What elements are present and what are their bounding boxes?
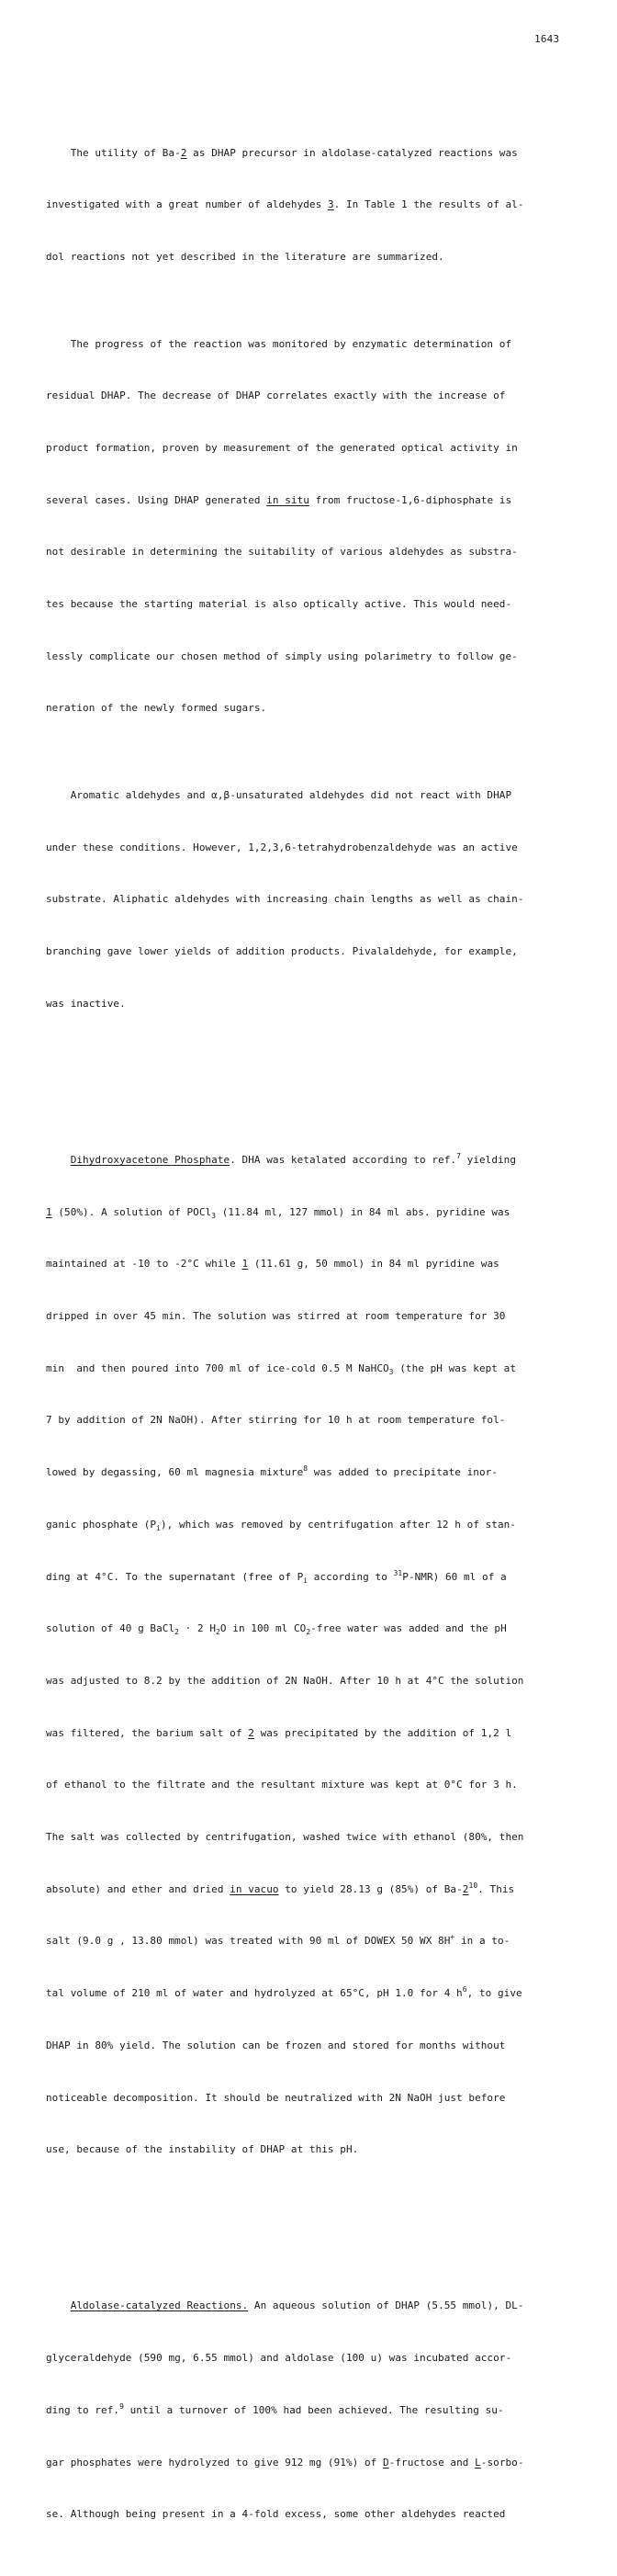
text: ganic phosphate (P <box>46 1518 157 1531</box>
s1-line-2 <box>46 1204 578 1222</box>
reference-superscript: 9 <box>119 2401 124 2411</box>
s1-line-14: The salt was collected by centrifugation, washed twice with ethanol (80%, then <box>46 1831 524 1844</box>
p2-line-4 <box>46 492 578 510</box>
text: solution of 40 g BaCl <box>46 1622 175 1635</box>
compound-ref: 1 <box>241 1258 249 1271</box>
subscript: i <box>303 1576 308 1585</box>
text: . This <box>477 1882 515 1895</box>
s2-line-1 <box>46 2298 578 2315</box>
text: ding to ref. <box>46 2403 120 2416</box>
text: as DHAP precursor in aldolase-catalyzed reactions was <box>186 146 518 159</box>
text: maintained at -10 to -2°C while <box>46 1258 242 1271</box>
p1-line-2 <box>46 197 578 214</box>
s1-line-4: dripped in over 45 min. The solution was stirred at room temperature for 30 <box>46 1310 506 1323</box>
p2-line-1 <box>46 336 578 354</box>
s1-line-1 <box>46 1152 578 1169</box>
stereo-prefix: L <box>475 2456 481 2469</box>
text: An aqueous solution of DHAP (5.55 mmol), DL- <box>248 2299 524 2312</box>
p3-line-4: branching gave lower yields of addition products. Pivalaldehyde, for example, <box>46 945 518 958</box>
isotope-superscript: 31 <box>393 1568 403 1577</box>
text: salt (9.0 g , 13.80 mmol) was treated with 90 ml of DOWEX 50 WX 8H <box>46 1935 451 1948</box>
text: -sorbo- <box>480 2456 524 2469</box>
section-gap <box>46 1065 578 1082</box>
p3-line-3: substrate. Aliphatic aldehydes with increasing chain lengths as well as chain- <box>46 893 524 906</box>
text: investigated with a great number of aldehydes <box>46 198 328 211</box>
text: (11.61 g, 50 mmol) in 84 ml pyridine was <box>248 1258 499 1271</box>
s1-line-12 <box>46 1725 578 1743</box>
p2-line-7: lessly complicate our chosen method of simply using polarimetry to follow ge- <box>46 650 518 662</box>
text: tal volume of 210 ml of water and hydrolyzed at 65°C, pH 1.0 for 4 h <box>46 1987 463 2000</box>
compound-ref: 2 <box>248 1726 254 1739</box>
p2-line-8: neration of the newly formed sugars. <box>46 702 267 715</box>
text: ), which was removed by centrifugation after 12 h of stan- <box>160 1518 516 1531</box>
text: , to give <box>466 1987 522 2000</box>
text: (11.84 ml, 127 mmol) in 84 ml abs. pyridine was <box>216 1205 510 1218</box>
s1-line-10 <box>46 1621 578 1638</box>
section-gap <box>46 2211 578 2229</box>
subscript: 2 <box>306 1628 311 1637</box>
text: several cases. Using DHAP generated <box>46 493 267 506</box>
subscript: 3 <box>388 1367 394 1376</box>
s1-line-3 <box>46 1256 578 1273</box>
subscript: 2 <box>216 1628 220 1637</box>
s1-line-6: 7 by addition of 2N NaOH). After stirring for 10 h at room temperature fol- <box>46 1414 506 1427</box>
compound-ref: 2 <box>462 1882 469 1895</box>
text: P-NMR) 60 ml of a <box>402 1570 507 1583</box>
s1-line-11: was adjusted to 8.2 by the addition of 2N NaOH. After 10 h at 4°C the solution <box>46 1674 524 1687</box>
s1-line-5 <box>46 1361 578 1378</box>
reference-superscript: 6 <box>462 1985 467 1994</box>
text: to yield 28.13 g (85%) of Ba- <box>278 1882 463 1895</box>
s1-line-13: of ethanol to the filtrate and the resultant mixture was kept at 0°C for 3 h. <box>46 1779 518 1791</box>
p1-line-3: dol reactions not yet described in the literature are summarized. <box>46 251 444 264</box>
text: lowed by degassing, 60 ml magnesia mixture <box>46 1466 304 1479</box>
text: until a turnover of 100% had been achieved. The resulting su- <box>123 2403 504 2416</box>
section-heading: Aldolase-catalyzed Reactions. <box>70 2299 249 2312</box>
reference-superscript: 10 <box>468 1881 478 1890</box>
text: -free water was added and the pH <box>310 1622 507 1635</box>
text: in a to- <box>454 1935 510 1948</box>
text: O in 100 ml CO <box>219 1622 307 1635</box>
p1-line-1 <box>46 145 578 163</box>
s1-line-18: DHAP in 80% yield. The solution can be frozen and stored for months without <box>46 2039 506 2051</box>
body-text <box>46 75 578 2576</box>
emphasis: in situ <box>266 493 309 506</box>
compound-ref: 2 <box>180 146 187 159</box>
p2-line-3: product formation, proven by measurement of the generated optical activity in <box>46 441 518 454</box>
page-number: 1643 <box>534 33 560 45</box>
p2-line-5: not desirable in determining the suitability of various aldehydes as substra- <box>46 546 518 559</box>
compound-ref: 3 <box>327 198 334 211</box>
text: gar phosphates were hydrolyzed to give 912 mg (91%) of <box>46 2456 383 2469</box>
p2-line-6: tes because the starting material is also optically active. This would need- <box>46 598 512 611</box>
text: min and then poured into 700 ml of ice-cold 0.5 M NaHCO <box>46 1361 389 1374</box>
stereo-prefix: D <box>383 2456 389 2469</box>
s1-line-15 <box>46 1881 578 1899</box>
text: according to <box>308 1570 394 1583</box>
compound-ref: 1 <box>46 1205 52 1218</box>
text: (the pH was kept at <box>393 1361 516 1374</box>
s2-line-2: glyceraldehyde (590 mg, 6.55 mmol) and aldolase (100 u) was incubated accor- <box>46 2352 512 2365</box>
charge-superscript: + <box>450 1933 455 1942</box>
text: Aromatic aldehydes and α,β-unsaturated aldehydes did not react with DHAP <box>70 788 512 801</box>
s1-line-8 <box>46 1517 578 1534</box>
s1-line-19: noticeable decomposition. It should be neutralized with 2N NaOH just before <box>46 2091 506 2104</box>
s1-line-9 <box>46 1569 578 1587</box>
text: was precipitated by the addition of 1,2 l <box>253 1726 512 1739</box>
reference-superscript: 8 <box>303 1464 308 1474</box>
reference-superscript: 7 <box>456 1151 461 1160</box>
s1-line-7 <box>46 1464 578 1482</box>
subscript: 3 <box>211 1211 217 1220</box>
s2-line-5: se. Although being present in a 4-fold excess, some other aldehydes reacted <box>46 2508 506 2521</box>
s1-line-20: use, because of the instability of DHAP at this pH. <box>46 2143 359 2156</box>
text: (50%). A solution of POCl <box>51 1205 212 1218</box>
s2-line-4 <box>46 2455 578 2472</box>
subscript: i <box>156 1523 161 1532</box>
emphasis: in vacuo <box>230 1882 279 1895</box>
section-heading: Dihydroxyacetone Phosphate <box>70 1153 230 1166</box>
p3-line-1 <box>46 787 578 805</box>
text: yielding <box>460 1153 517 1166</box>
text: The progress of the reaction was monitored by enzymatic determination of <box>70 337 512 350</box>
p3-line-2: under these conditions. However, 1,2,3,6-tetrahydrobenzaldehyde was an active <box>46 841 518 853</box>
text: from fructose-1,6-diphosphate is <box>308 493 512 506</box>
text: absolute) and ether and dried <box>46 1882 230 1895</box>
s1-line-17 <box>46 1985 578 2003</box>
p2-line-2: residual DHAP. The decrease of DHAP correlates exactly with the increase of <box>46 390 506 402</box>
s2-line-3 <box>46 2402 578 2420</box>
text: was filtered, the barium salt of <box>46 1726 249 1739</box>
text: . In Table 1 the results of al- <box>333 198 524 211</box>
p3-line-5: was inactive. <box>46 997 126 1010</box>
text: · 2 H <box>179 1622 217 1635</box>
subscript: 2 <box>174 1628 179 1637</box>
text: The utility of Ba- <box>70 146 181 159</box>
text: was added to precipitate inor- <box>308 1466 498 1479</box>
text: . DHA was ketalated according to ref. <box>230 1153 457 1166</box>
text: -fructose and <box>388 2456 476 2469</box>
text: ding at 4°C. To the supernatant (free of P <box>46 1570 304 1583</box>
s1-line-16 <box>46 1933 578 1950</box>
